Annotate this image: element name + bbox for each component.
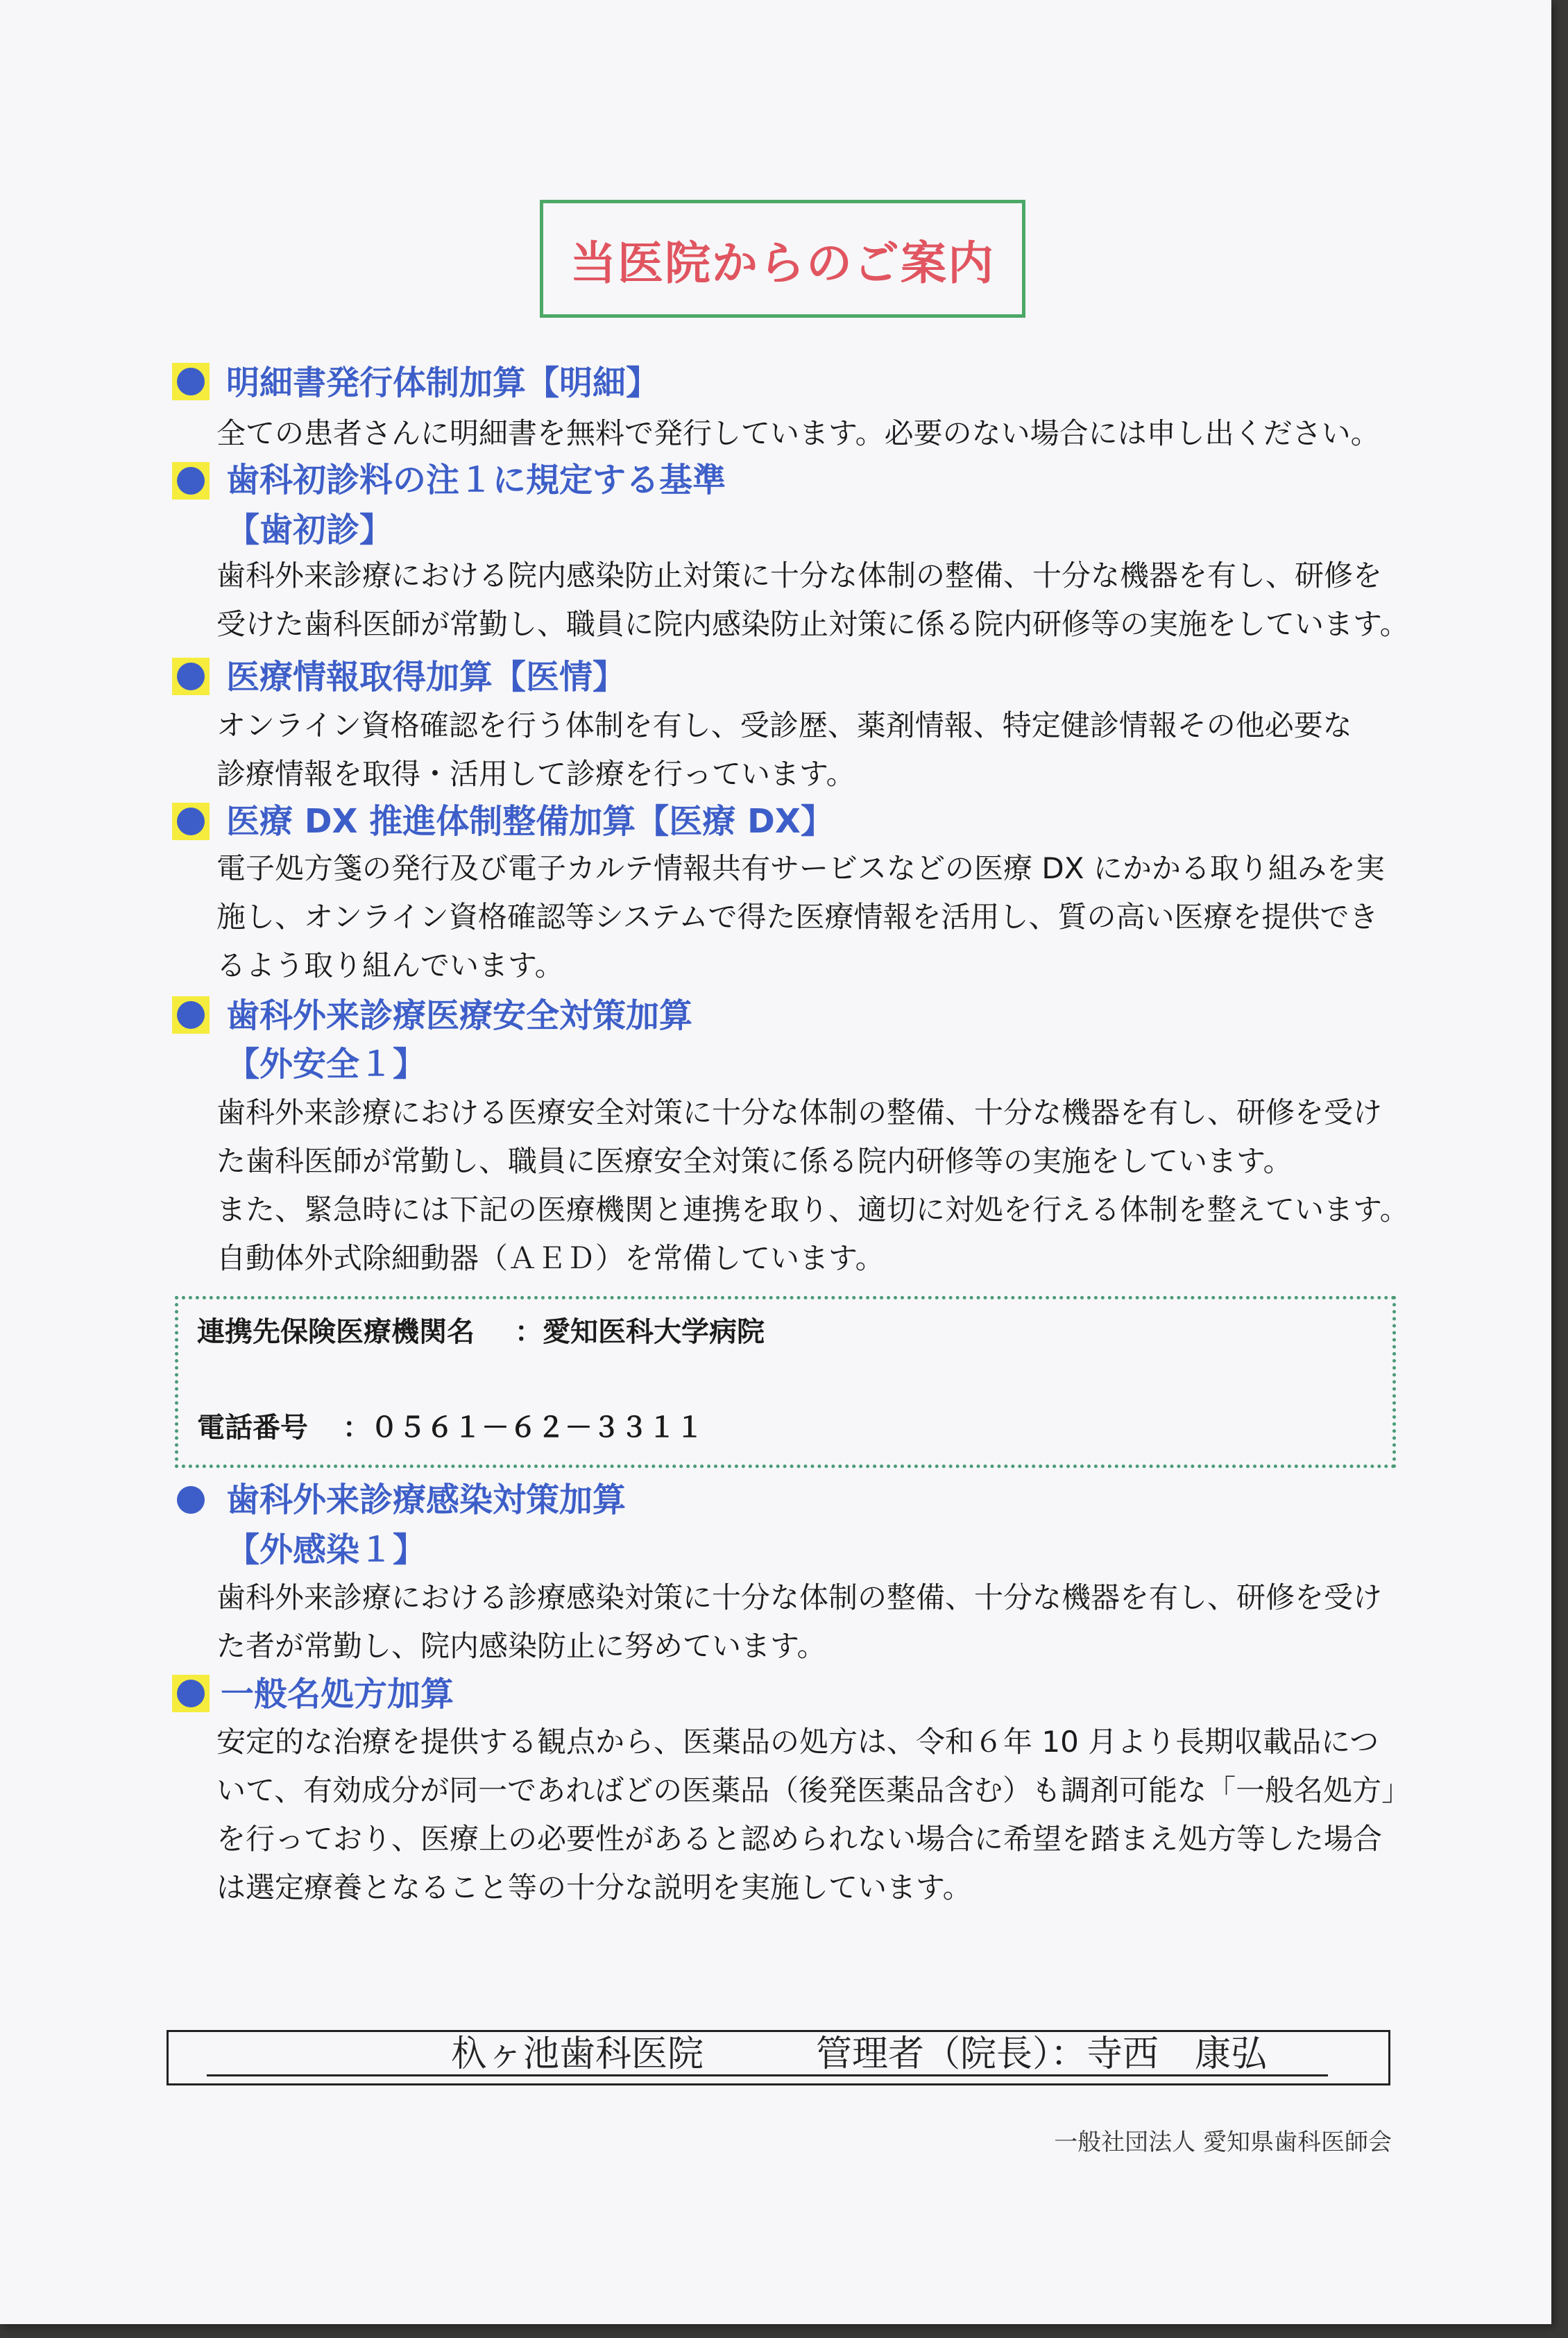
institution-label: 連携先保険医療機関名 (197, 1316, 475, 1348)
section-heading: 医療情報取得加算【医情】 (226, 658, 627, 697)
bullet-icon (172, 462, 210, 500)
section-text: 診療情報を取得・活用して診療を行っています。 (216, 757, 855, 791)
clinic-name: 杁ヶ池歯科医院 (451, 2033, 704, 2075)
section-text: また、緊急時には下記の医療機関と連携を取り、適切に対処を行える体制を整えています。 (216, 1193, 1409, 1227)
section-heading: 歯科外来診療医療安全対策加算 (226, 996, 693, 1035)
section-text: 電子処方箋の発行及び電子カルテ情報共有サービスなどの医療 DX にかかる取り組みを実 (216, 851, 1385, 885)
section-text: を行っており、医療上の必要性があると認められない場合に希望を踏まえ処方等した場合 (216, 1822, 1383, 1856)
institution-name: ：愛知医科大学病院 (515, 1316, 765, 1348)
dot-icon (177, 1680, 205, 1707)
section-heading: 医療 DX 推進体制整備加算【医療 DX】 (226, 802, 834, 841)
dot-icon (177, 1486, 205, 1514)
section-text: るよう取り組んでいます。 (216, 948, 564, 982)
section-heading: 明細書発行体制加算【明細】 (226, 364, 660, 402)
phone-number: ：０５６１－６２－３３１１ (343, 1412, 704, 1444)
section-subheading: 【歯初診】 (226, 511, 393, 549)
manager-name: 管理者（院長）：寺西 康弘 (816, 2033, 1268, 2075)
dot-icon (177, 808, 205, 835)
association-name: 一般社団法人 愛知県歯科医師会 (1054, 2128, 1392, 2156)
dot-icon (177, 467, 205, 495)
dot-icon (177, 1001, 205, 1029)
section-text: 安定的な治療を提供する観点から、医薬品の処方は、令和６年 10 月より長期収載品につ (216, 1725, 1379, 1759)
section-heading: 一般名処方加算 (221, 1675, 454, 1714)
section-text: 施し、オンライン資格確認等システムで得た医療情報を活用し、質の高い医療を提供でき (216, 900, 1379, 934)
section-text: 歯科外来診療における診療感染対策に十分な体制の整備、十分な機器を有し、研修を受け (216, 1580, 1383, 1614)
bullet-icon (172, 803, 210, 840)
section-text: いて、有効成分が同一であればどの医薬品（後発医薬品含む）も調剤可能な「一般名処方」 (216, 1773, 1411, 1807)
section-text: は選定療養となること等の十分な説明を実施しています。 (216, 1870, 972, 1904)
section-text: た歯科医師が常勤し、職員に医療安全対策に係る院内研修等の実施をしています。 (216, 1144, 1293, 1178)
bullet-icon (172, 1675, 210, 1712)
section-text: 歯科外来診療における医療安全対策に十分な体制の整備、十分な機器を有し、研修を受け (216, 1095, 1383, 1129)
dot-icon (177, 663, 205, 690)
section-subheading: 【外感染１】 (226, 1530, 427, 1569)
section-text: 自動体外式除細動器（ＡＥＤ）を常備しています。 (216, 1241, 885, 1275)
dot-icon (177, 368, 205, 395)
bullet-icon (172, 363, 210, 400)
section-heading: 歯科初診料の注１に規定する基準 (226, 461, 726, 500)
section-text: 歯科外来診療における院内感染防止対策に十分な体制の整備、十分な機器を有し、研修を (216, 558, 1383, 592)
section-text: 受けた歯科医師が常勤し、職員に院内感染防止対策に係る院内研修等の実施をしています。 (216, 607, 1409, 641)
section-text: た者が常勤し、院内感染防止に努めています。 (216, 1629, 826, 1663)
section-subheading: 【外安全１】 (226, 1045, 427, 1084)
bullet-icon (172, 1481, 210, 1519)
section-text: オンライン資格確認を行う体制を有し、受診歴、薬剤情報、特定健診情報その他必要な (216, 708, 1352, 742)
section-text: 全ての患者さんに明細書を無料で発行しています。必要のない場合には申し出ください。 (216, 416, 1380, 450)
phone-label: 電話番号 (197, 1412, 308, 1444)
section-heading: 歯科外来診療感染対策加算 (226, 1481, 627, 1519)
page-title: 当医院からのご案内 (540, 200, 1025, 318)
bullet-icon (172, 658, 210, 695)
bullet-icon (172, 996, 210, 1034)
